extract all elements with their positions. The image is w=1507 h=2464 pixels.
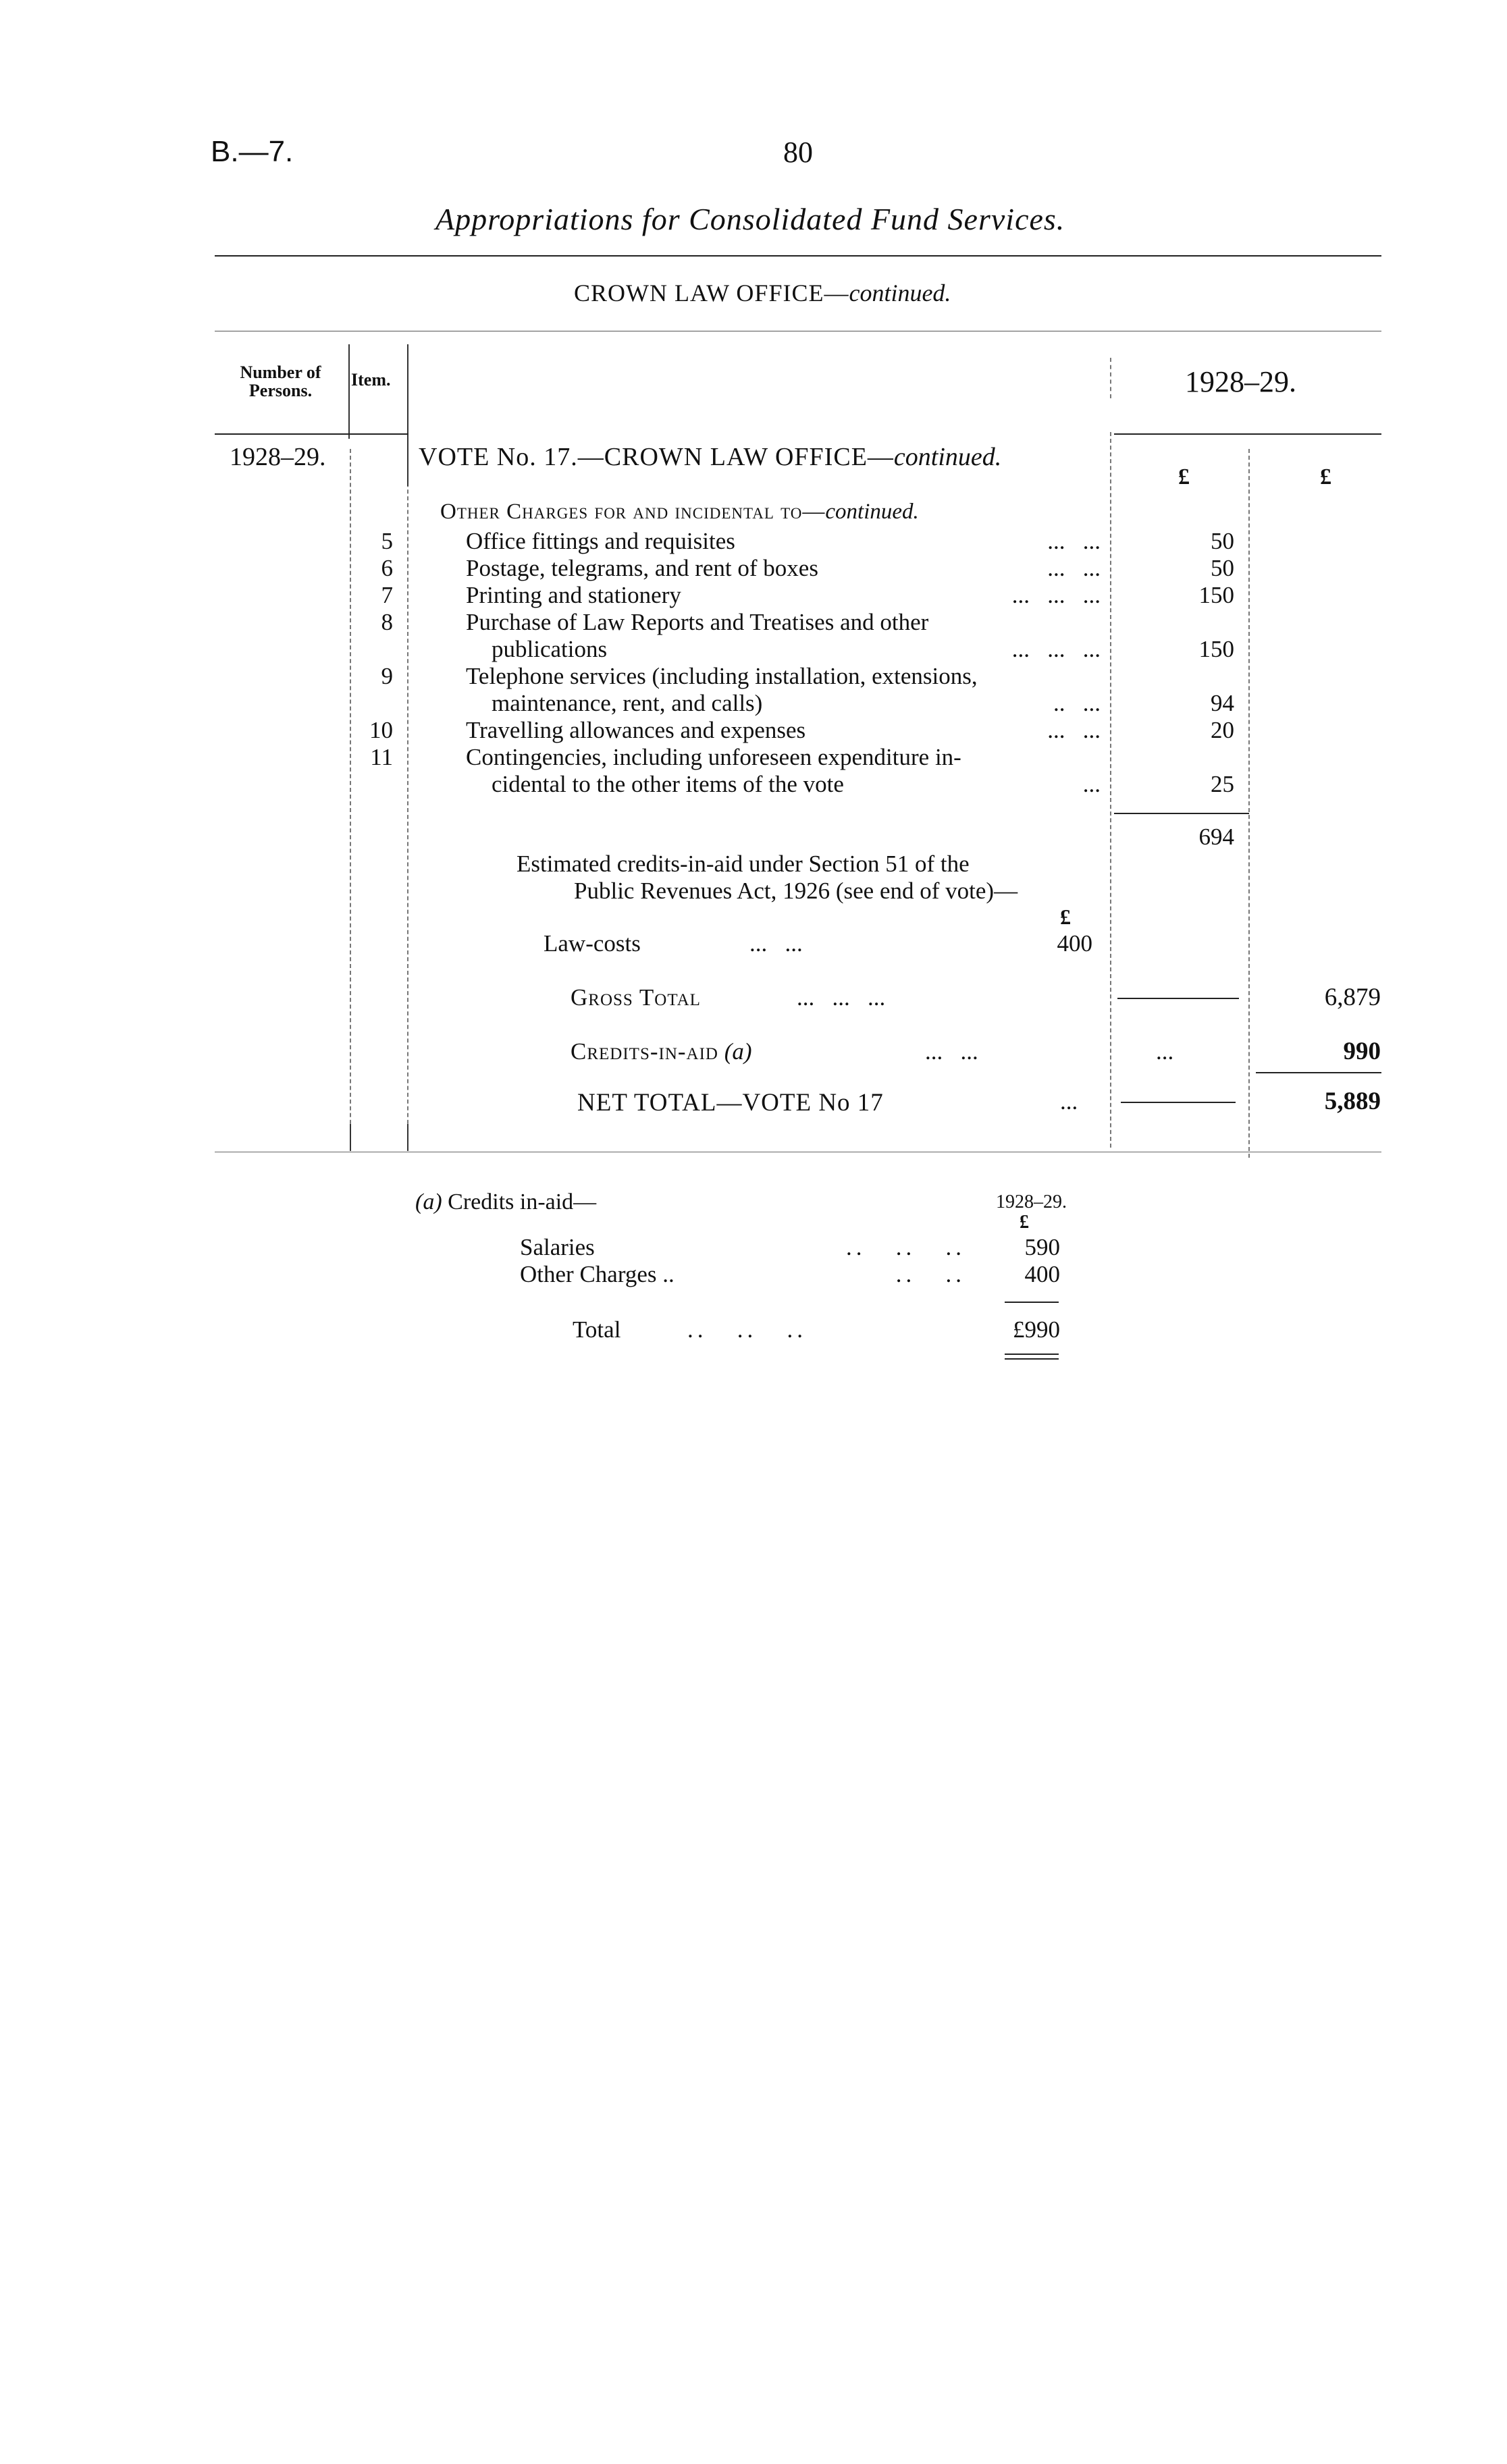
credits-label-text: Credits-in-aid [571,1038,718,1065]
item-leader-dots: ... ... ... [1011,636,1101,662]
subtotal-amount: 694 [1198,824,1234,850]
desc-amount-divider [1110,432,1111,1148]
item-desc-divider-top [407,439,408,486]
col-header-persons [215,363,346,400]
vote-heading-suffix: continued. [893,443,1002,471]
bottom-tick-1 [350,1124,351,1151]
law-costs-dots: ... ... [749,930,803,957]
report-reference: B.—7. [211,135,294,168]
footnote-pound: £ [1020,1212,1029,1233]
header-divider-2 [407,344,408,439]
amount-total-divider [1248,449,1250,1158]
item-leader-dots: .. ... [1053,690,1101,716]
credits-label [571,1038,752,1065]
item-leader-dots: ... ... [1047,555,1101,581]
other-charges-heading [440,500,919,525]
col-header-year: 1928–29. [1185,365,1296,398]
item-description-line: Purchase of Law Reports and Treatises and other [466,609,929,635]
item-description-line: Office fittings and requisites [466,528,735,554]
footnote-heading [415,1189,596,1215]
vote-heading-text: VOTE No. 17.—CROWN LAW OFFICE— [419,443,894,471]
inner-pound-sign: £ [1060,905,1071,929]
gross-total-dash [1117,998,1239,999]
persons-year: 1928–29. [230,443,326,471]
footnote-row-amount: 400 [1024,1261,1060,1287]
footnote-row-dots: .. .. [895,1261,966,1287]
pound-sign-right: £ [1320,464,1331,489]
header-divider-3 [1110,358,1111,398]
credits-label-suffix: (a) [724,1038,752,1065]
footnote-row-amount: 590 [1024,1234,1060,1260]
item-desc-divider [407,449,408,1151]
gross-total-dots: ... ... ... [797,984,886,1011]
law-costs-label: Law-costs [544,930,641,957]
section-heading-suffix: continued. [849,279,951,306]
item-description-line: Contingencies, including unforeseen expenditure in- [466,744,961,770]
item-amount: 20 [1211,717,1234,743]
item-leader-dots: ... ... [1047,528,1101,554]
net-total-amount: 5,889 [1324,1088,1381,1115]
item-number: 6 [381,555,393,581]
footnote-double-rule-2 [1005,1358,1059,1360]
header-bottom-rule-left [215,433,408,435]
item-leader-dots: ... ... ... [1011,582,1101,608]
footnote-year: 1928–29. [996,1191,1067,1212]
estimated-credits-line2: Public Revenues Act, 1926 (see end of vote)— [574,878,1018,904]
credits-dots: ... ... [925,1038,978,1065]
item-amount: 150 [1198,636,1234,662]
page-number: 80 [783,136,813,169]
item-amount: 94 [1211,690,1234,716]
item-description-line: maintenance, rent, and calls) [492,690,763,716]
title-rule [215,255,1381,257]
item-amount: 50 [1211,555,1234,581]
footnote-row-label: Salaries [520,1234,595,1260]
item-amount: 50 [1211,528,1234,554]
item-description-line: Printing and stationery [466,582,681,608]
footnote-row-label: Other Charges .. [520,1261,675,1287]
gross-total-label: Gross Total [571,984,701,1011]
item-number: 8 [381,609,393,635]
footnote-double-rule-1 [1005,1354,1059,1355]
other-charges-heading-suffix: continued. [825,500,919,524]
item-number: 11 [370,744,393,770]
subtotal-rule [1114,813,1249,814]
item-description-line: Telephone services (including installation, extensions, [466,663,978,689]
other-charges-heading-text: Other Charges for and incidental to— [440,500,826,524]
item-leader-dots: ... [1082,771,1101,797]
item-description-line: Travelling allowances and expenses [466,717,806,743]
page-title: Appropriations for Consolidated Fund Services. [435,202,1065,236]
footnote-total-rule [1005,1302,1059,1303]
credits-mid-dots: ... [1156,1038,1174,1065]
item-leader-dots: ... ... [1047,717,1101,743]
item-amount: 150 [1198,582,1234,608]
item-number: 9 [381,663,393,689]
net-total-label: NET TOTAL—VOTE No 17 [577,1089,884,1117]
law-costs-amount: 400 [1057,930,1092,957]
item-amount: 25 [1211,771,1234,797]
pound-sign-left: £ [1178,464,1190,489]
item-description-line: publications [492,636,608,662]
vote-heading [419,442,1001,472]
bottom-tick-2 [407,1124,408,1151]
net-total-dash [1121,1102,1236,1103]
col-header-item: Item. [351,370,391,390]
item-number: 5 [381,528,393,554]
footnote-heading-prefix: (a) [415,1189,442,1214]
section-heading [574,279,951,307]
footnote-heading-text: Credits in-aid— [448,1189,597,1214]
footnote-total-label: Total [573,1316,621,1343]
section-heading-text: CROWN LAW OFFICE— [574,279,849,306]
header-divider-1 [348,344,350,439]
item-description-line: cidental to the other items of the vote [492,771,844,797]
item-number: 10 [369,717,393,743]
estimated-credits-line1: Estimated credits-in-aid under Section 51 of the [517,851,970,877]
item-number: 7 [381,582,393,608]
credits-rule [1256,1072,1381,1073]
footnote-row-dots: .. .. .. [846,1234,966,1260]
footnote-total-amount: £990 [1013,1316,1060,1343]
col-header-persons-text: Number of Persons. [240,363,321,400]
header-bottom-rule-right [1114,433,1381,435]
credits-amount: 990 [1343,1038,1381,1065]
item-description-line: Postage, telegrams, and rent of boxes [466,555,818,581]
gross-total-amount: 6,879 [1324,984,1381,1011]
net-total-dots: ... [1060,1088,1078,1115]
footnote-total-dots: .. .. .. [687,1316,807,1343]
